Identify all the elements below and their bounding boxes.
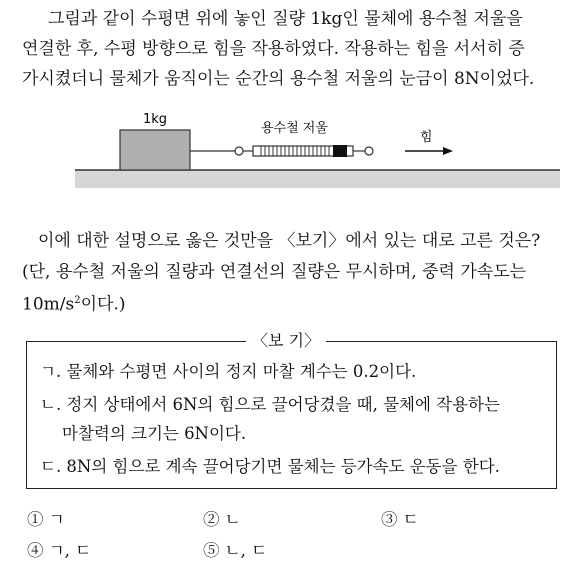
choice-2[interactable]: ② ㄴ	[203, 510, 241, 529]
question-line-1: 그림과 같이 수평면 위에 놓인 질량 1kg인 물체에 용수철 저울을	[48, 9, 523, 29]
acceleration-value: 10m/s	[22, 294, 75, 315]
force-arrow	[405, 147, 453, 155]
table-surface	[75, 170, 560, 188]
prompt-line-3-rest: 이다.)	[80, 294, 126, 315]
choice-1[interactable]: ① ㄱ	[27, 510, 65, 529]
experiment-figure	[75, 108, 560, 188]
spring-scale-label: 용수철 저울	[261, 121, 328, 136]
force-label: 힘	[420, 130, 433, 145]
mass-block	[120, 130, 190, 170]
bogi-item-1: ㄱ. 물체와 수평면 사이의 정지 마찰 계수는 0.2이다.	[40, 362, 417, 381]
choice-3[interactable]: ③ ㄷ	[381, 510, 419, 529]
mass-label: 1kg	[143, 112, 168, 127]
question-line-2: 연결한 후, 수평 방향으로 힘을 작용하였다. 작용하는 힘을 서서히 증	[22, 39, 525, 59]
bogi-item-3: ㄷ. 8N의 힘으로 계속 끌어당기면 물체는 등가속도 운동을 한다.	[40, 457, 500, 476]
exponent: 2	[74, 295, 81, 306]
spring-scale	[235, 145, 373, 157]
question-line-3: 가시켰더니 물체가 움직이는 순간의 용수철 저울의 눈금이 8N이었다.	[22, 69, 535, 89]
prompt-line-1: 이에 대한 설명으로 옳은 것만을 〈보기〉에서 있는 대로 고른 것은?	[38, 231, 541, 251]
choice-5[interactable]: ⑤ ㄴ, ㄷ	[203, 541, 268, 560]
prompt-line-2: (단, 용수철 저울의 질량과 연결선의 질량은 무시하며, 중력 가속도는	[22, 262, 527, 282]
prompt-line-3	[22, 290, 125, 316]
bogi-item-2: ㄴ. 정지 상태에서 6N의 힘으로 끌어당겼을 때, 물체에 작용하는	[40, 395, 500, 414]
bogi-title: 〈보 기〉	[246, 331, 326, 351]
choice-4[interactable]: ④ ㄱ, ㄷ	[27, 541, 92, 560]
bogi-item-2-continued: 마찰력의 크기는 6N이다.	[62, 424, 247, 443]
